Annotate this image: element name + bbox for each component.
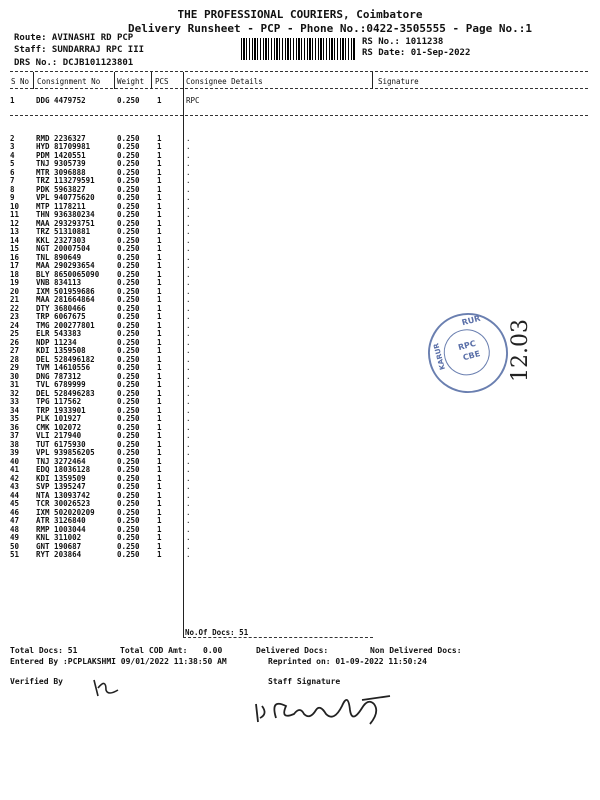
row-weight: 0.250 xyxy=(117,397,140,406)
col-divider xyxy=(372,72,373,89)
total-docs: Total Docs: 51 xyxy=(10,646,78,655)
row-consignment-no: TNJ 9305739 xyxy=(36,159,86,168)
row-weight: 0.250 xyxy=(117,337,140,347)
col-consignment: Consignment No xyxy=(37,77,101,86)
row-consignee-details: . xyxy=(186,218,191,228)
row-pcs: 1 xyxy=(157,465,162,474)
row-consignee-details: . xyxy=(186,439,191,449)
row-sno: 18 xyxy=(10,269,20,279)
row-consignee-details: . xyxy=(186,278,191,287)
row-consignment-no: NGT 20007504 xyxy=(36,244,91,253)
row-consignee-details: . xyxy=(186,133,191,143)
row-sno: 15 xyxy=(10,244,20,253)
row-weight: 0.250 xyxy=(117,541,140,551)
row-consignee-details: . xyxy=(186,516,191,525)
row-weight: 0.250 xyxy=(117,414,140,423)
row-separator xyxy=(10,115,588,116)
col-details: Consignee Details xyxy=(186,77,263,86)
row-sno: 41 xyxy=(10,465,20,474)
row-consignment-no: RYT 203864 xyxy=(36,550,82,559)
row-weight: 0.250 xyxy=(117,439,140,449)
row-consignee-details: . xyxy=(186,354,191,364)
row-pcs: 1 xyxy=(157,516,162,525)
stamp-side-text: KARUR xyxy=(432,342,447,371)
row-weight: 0.250 xyxy=(117,550,140,559)
row-consignment-no: TVM 14610556 xyxy=(36,363,91,372)
row-pcs: 1 xyxy=(157,371,162,381)
row-weight: 0.250 xyxy=(117,159,140,168)
total-cod-label: Total COD Amt: xyxy=(120,646,188,655)
row-consignee-details: . xyxy=(186,159,191,168)
row-sno: 2 xyxy=(10,133,15,143)
row-consignment-no: DEL 528496283 xyxy=(36,388,95,398)
route-label: Route: AVINASHI RD PCP xyxy=(14,33,134,43)
row-sno: 27 xyxy=(10,346,20,355)
row-weight: 0.250 xyxy=(117,295,140,304)
row-sno: 10 xyxy=(10,201,20,211)
row-sno: 22 xyxy=(10,303,20,313)
company-title: THE PROFESSIONAL COURIERS, Coimbatore xyxy=(177,8,423,21)
entered-by: Entered By :PCPLAKSHMI 09/01/2022 11:38:50 AM xyxy=(10,657,227,666)
row-sno: 20 xyxy=(10,286,20,296)
row-weight: 0.250 xyxy=(117,201,140,211)
row-sno: 37 xyxy=(10,431,20,440)
row-pcs: 1 xyxy=(157,380,162,389)
row-pcs: 1 xyxy=(157,524,162,534)
row-weight: 0.250 xyxy=(117,278,140,287)
row-sno: 26 xyxy=(10,337,20,347)
row-sno: 11 xyxy=(10,210,20,219)
row-consignee-details: . xyxy=(186,184,191,194)
row-pcs: 1 xyxy=(157,96,162,105)
row-consignment-no: MAA 290293654 xyxy=(36,261,95,270)
row-pcs: 1 xyxy=(157,244,162,253)
row-sno: 1 xyxy=(10,96,15,105)
row-consignment-no: CMK 102072 xyxy=(36,422,82,432)
row-sno: 47 xyxy=(10,516,20,525)
row-weight: 0.250 xyxy=(117,329,140,338)
row-pcs: 1 xyxy=(157,150,162,160)
row-weight: 0.250 xyxy=(117,235,140,245)
handwritten-date: 12.03 xyxy=(508,319,533,382)
row-pcs: 1 xyxy=(157,337,162,347)
row-sno: 5 xyxy=(10,159,15,168)
row-consignee-details: . xyxy=(186,329,191,338)
row-consignment-no: IXM 501959686 xyxy=(36,286,95,296)
row-consignment-no: NTA 13093742 xyxy=(36,490,91,500)
delivered-docs: Delivered Docs: xyxy=(256,646,329,655)
row-pcs: 1 xyxy=(157,473,162,483)
row-consignee-details: . xyxy=(186,431,191,440)
row-weight: 0.250 xyxy=(117,184,140,194)
row-consignee-details: . xyxy=(186,150,191,160)
row-pcs: 1 xyxy=(157,227,162,236)
row-sno: 24 xyxy=(10,320,20,330)
row-consignee-details: RPC xyxy=(186,96,200,105)
row-consignee-details: . xyxy=(186,490,191,500)
row-weight: 0.250 xyxy=(117,133,140,143)
row-consignee-details: . xyxy=(186,269,191,279)
row-consignment-no: PDK 5963827 xyxy=(36,184,86,194)
row-weight: 0.250 xyxy=(117,533,140,542)
row-sno: 32 xyxy=(10,388,20,398)
row-sno: 6 xyxy=(10,167,15,177)
row-pcs: 1 xyxy=(157,414,162,423)
row-pcs: 1 xyxy=(157,133,162,143)
row-consignee-details: . xyxy=(186,524,191,534)
row-weight: 0.250 xyxy=(117,142,140,151)
col-divider xyxy=(183,72,184,637)
row-sno: 44 xyxy=(10,490,20,500)
row-weight: 0.250 xyxy=(117,363,140,372)
row-consignee-details: . xyxy=(186,397,191,406)
row-consignment-no: RMP 1003044 xyxy=(36,524,86,534)
col-divider xyxy=(151,72,152,89)
row-weight: 0.250 xyxy=(117,431,140,440)
row-consignee-details: . xyxy=(186,227,191,236)
row-weight: 0.250 xyxy=(117,312,140,321)
row-sno: 29 xyxy=(10,363,20,372)
row-sno: 14 xyxy=(10,235,20,245)
row-sno: 48 xyxy=(10,524,20,534)
row-weight: 0.250 xyxy=(117,244,140,253)
row-consignee-details: . xyxy=(186,499,191,508)
row-sno: 49 xyxy=(10,533,20,542)
row-consignment-no: GNT 190687 xyxy=(36,541,82,551)
row-pcs: 1 xyxy=(157,439,162,449)
row-pcs: 1 xyxy=(157,388,162,398)
row-consignment-no: IXM 502020209 xyxy=(36,507,95,517)
row-pcs: 1 xyxy=(157,142,162,151)
row-consignee-details: . xyxy=(186,422,191,432)
col-divider xyxy=(114,72,115,89)
row-consignment-no: THN 936380234 xyxy=(36,210,95,219)
row-pcs: 1 xyxy=(157,184,162,194)
row-consignee-details: . xyxy=(186,456,191,466)
row-sno: 9 xyxy=(10,193,15,202)
row-sno: 23 xyxy=(10,312,20,321)
row-consignment-no: VPL 939856205 xyxy=(36,448,95,457)
row-consignee-details: . xyxy=(186,414,191,423)
row-consignee-details: . xyxy=(186,363,191,372)
row-weight: 0.250 xyxy=(117,456,140,466)
verified-initial-signature xyxy=(88,676,124,700)
row-weight: 0.250 xyxy=(117,490,140,500)
row-consignee-details: . xyxy=(186,346,191,355)
stamp-middle-text: RPC xyxy=(457,338,477,353)
row-pcs: 1 xyxy=(157,167,162,177)
row-weight: 0.250 xyxy=(117,227,140,236)
row-pcs: 1 xyxy=(157,541,162,551)
col-weight: Weight xyxy=(117,77,145,86)
row-pcs: 1 xyxy=(157,533,162,542)
row-weight: 0.250 xyxy=(117,507,140,517)
row-consignment-no: MAA 281664864 xyxy=(36,295,95,304)
stamp-top-text: RUR xyxy=(460,313,482,328)
col-sno: S No xyxy=(11,77,30,86)
row-weight: 0.250 xyxy=(117,320,140,330)
row-consignee-details: . xyxy=(186,142,191,151)
row-consignee-details: . xyxy=(186,405,191,415)
row-weight: 0.250 xyxy=(117,218,140,228)
row-pcs: 1 xyxy=(157,303,162,313)
row-pcs: 1 xyxy=(157,286,162,296)
row-consignment-no: NDP 11234 xyxy=(36,337,77,347)
row-pcs: 1 xyxy=(157,329,162,338)
row-consignee-details: . xyxy=(186,533,191,542)
row-weight: 0.250 xyxy=(117,96,140,105)
row-pcs: 1 xyxy=(157,397,162,406)
row-weight: 0.250 xyxy=(117,167,140,177)
row-sno: 50 xyxy=(10,541,20,551)
row-weight: 0.250 xyxy=(117,473,140,483)
row-consignment-no: ATR 3126840 xyxy=(36,516,86,525)
row-sno: 21 xyxy=(10,295,20,304)
row-consignment-no: EDQ 18036128 xyxy=(36,465,91,474)
row-weight: 0.250 xyxy=(117,354,140,364)
row-consignee-details: . xyxy=(186,244,191,253)
row-consignment-no: DTY 3680466 xyxy=(36,303,86,313)
row-consignee-details: . xyxy=(186,235,191,245)
row-consignee-details: . xyxy=(186,550,191,559)
row-pcs: 1 xyxy=(157,252,162,262)
row-consignment-no: PDM 1420551 xyxy=(36,150,86,160)
row-weight: 0.250 xyxy=(117,422,140,432)
row-weight: 0.250 xyxy=(117,371,140,381)
staff-signature-label: Staff Signature xyxy=(268,677,341,686)
row-sno: 7 xyxy=(10,176,15,185)
row-sno: 30 xyxy=(10,371,20,381)
row-pcs: 1 xyxy=(157,235,162,245)
docs-rule xyxy=(183,637,373,638)
row-consignee-details: . xyxy=(186,465,191,474)
row-pcs: 1 xyxy=(157,354,162,364)
barcode xyxy=(241,38,355,60)
staff-signature xyxy=(250,684,400,732)
row-sno: 31 xyxy=(10,380,20,389)
row-consignee-details: . xyxy=(186,295,191,304)
row-pcs: 1 xyxy=(157,482,162,491)
rs-date: RS Date: 01-Sep-2022 xyxy=(362,48,471,58)
row-consignee-details: . xyxy=(186,261,191,270)
row-pcs: 1 xyxy=(157,193,162,202)
row-consignee-details: . xyxy=(186,303,191,313)
row-consignment-no: MTR 3096888 xyxy=(36,167,86,177)
row-weight: 0.250 xyxy=(117,405,140,415)
row-sno: 43 xyxy=(10,482,20,491)
row-consignment-no: HYD 81709981 xyxy=(36,142,91,151)
row-weight: 0.250 xyxy=(117,482,140,491)
row-consignment-no: TVL 6789999 xyxy=(36,380,86,389)
row-pcs: 1 xyxy=(157,269,162,279)
row-consignee-details: . xyxy=(186,176,191,185)
row-consignment-no: KNL 311002 xyxy=(36,533,82,542)
row-sno: 39 xyxy=(10,448,20,457)
row-consignee-details: . xyxy=(186,252,191,262)
row-pcs: 1 xyxy=(157,159,162,168)
row-pcs: 1 xyxy=(157,507,162,517)
row-weight: 0.250 xyxy=(117,465,140,474)
row-consignee-details: . xyxy=(186,210,191,219)
row-sno: 12 xyxy=(10,218,20,228)
row-pcs: 1 xyxy=(157,218,162,228)
drs-number: DRS No.: DCJB101123801 xyxy=(14,58,134,68)
row-consignment-no: KKL 2327303 xyxy=(36,235,86,245)
row-weight: 0.250 xyxy=(117,193,140,202)
row-consignment-no: TRZ 113279591 xyxy=(36,176,95,185)
row-consignment-no: TRP 6067675 xyxy=(36,312,86,321)
row-consignment-no: MTP 1178211 xyxy=(36,201,86,211)
row-consignee-details: . xyxy=(186,286,191,296)
row-weight: 0.250 xyxy=(117,346,140,355)
row-sno: 8 xyxy=(10,184,15,194)
row-consignee-details: . xyxy=(186,507,191,517)
row-consignment-no: DDG 4479752 xyxy=(36,96,86,105)
row-consignee-details: . xyxy=(186,388,191,398)
row-sno: 17 xyxy=(10,261,20,270)
verified-by-label: Verified By xyxy=(10,677,63,686)
row-sno: 51 xyxy=(10,550,20,559)
row-consignment-no: PLK 101927 xyxy=(36,414,82,423)
row-weight: 0.250 xyxy=(117,150,140,160)
col-pcs: PCS xyxy=(155,77,169,86)
row-pcs: 1 xyxy=(157,295,162,304)
office-stamp xyxy=(419,304,517,402)
row-pcs: 1 xyxy=(157,176,162,185)
row-sno: 42 xyxy=(10,473,20,483)
row-consignment-no: SVP 1395247 xyxy=(36,482,86,491)
row-consignment-no: DNG 787312 xyxy=(36,371,82,381)
row-sno: 38 xyxy=(10,439,20,449)
row-consignee-details: . xyxy=(186,193,191,202)
row-consignment-no: TNJ 3272464 xyxy=(36,456,86,466)
row-pcs: 1 xyxy=(157,320,162,330)
row-consignee-details: . xyxy=(186,371,191,381)
row-sno: 35 xyxy=(10,414,20,423)
row-weight: 0.250 xyxy=(117,286,140,296)
row-pcs: 1 xyxy=(157,422,162,432)
reprinted-on: Reprinted on: 01-09-2022 11:50:24 xyxy=(268,657,427,666)
row-sno: 19 xyxy=(10,278,20,287)
row-consignment-no: TCR 30026523 xyxy=(36,499,91,508)
row-sno: 4 xyxy=(10,150,15,160)
row-consignment-no: BLY 8650065090 xyxy=(36,269,100,279)
row-consignee-details: . xyxy=(186,380,191,389)
row-weight: 0.250 xyxy=(117,303,140,313)
row-weight: 0.250 xyxy=(117,252,140,262)
col-signature: Signature xyxy=(378,77,419,86)
non-delivered-docs: Non Delivered Docs: xyxy=(370,646,462,655)
row-consignment-no: DEL 528496182 xyxy=(36,354,95,364)
row-pcs: 1 xyxy=(157,448,162,457)
row-pcs: 1 xyxy=(157,312,162,321)
row-consignment-no: ELR 543383 xyxy=(36,329,82,338)
row-pcs: 1 xyxy=(157,499,162,508)
row-pcs: 1 xyxy=(157,346,162,355)
stamp-bottom-text: CBE xyxy=(461,349,482,363)
row-weight: 0.250 xyxy=(117,210,140,219)
row-pcs: 1 xyxy=(157,201,162,211)
row-consignee-details: . xyxy=(186,473,191,483)
row-pcs: 1 xyxy=(157,456,162,466)
row-consignment-no: KDI 1359509 xyxy=(36,473,86,483)
row-consignee-details: . xyxy=(186,337,191,347)
row-consignee-details: . xyxy=(186,448,191,457)
row-pcs: 1 xyxy=(157,550,162,559)
no-of-docs: No.Of Docs: 51 xyxy=(185,628,249,637)
row-consignment-no: MAA 293293751 xyxy=(36,218,95,228)
row-sno: 40 xyxy=(10,456,20,466)
row-weight: 0.250 xyxy=(117,269,140,279)
row-consignment-no: TRZ 51310881 xyxy=(36,227,91,236)
rs-number: RS No.: 1011238 xyxy=(362,37,444,47)
row-weight: 0.250 xyxy=(117,499,140,508)
row-sno: 3 xyxy=(10,142,15,151)
row-consignee-details: . xyxy=(186,201,191,211)
row-sno: 34 xyxy=(10,405,20,415)
row-consignee-details: . xyxy=(186,541,191,551)
row-weight: 0.250 xyxy=(117,524,140,534)
row-weight: 0.250 xyxy=(117,448,140,457)
staff-label: Staff: SUNDARRAJ RPC III xyxy=(14,45,145,55)
row-pcs: 1 xyxy=(157,261,162,270)
row-pcs: 1 xyxy=(157,405,162,415)
row-sno: 46 xyxy=(10,507,20,517)
header-rule-top xyxy=(10,71,588,72)
row-sno: 25 xyxy=(10,329,20,338)
header-rule-bottom xyxy=(10,88,588,89)
row-weight: 0.250 xyxy=(117,261,140,270)
row-consignment-no: TUT 6175930 xyxy=(36,439,86,449)
row-sno: 13 xyxy=(10,227,20,236)
row-weight: 0.250 xyxy=(117,176,140,185)
runsheet-title: Delivery Runsheet - PCP - Phone No.:0422-3505555 - Page No.:1 xyxy=(128,22,532,35)
row-consignment-no: VLI 217940 xyxy=(36,431,82,440)
row-sno: 16 xyxy=(10,252,20,262)
row-consignee-details: . xyxy=(186,312,191,321)
row-consignee-details: . xyxy=(186,482,191,491)
row-consignment-no: RMD 2236327 xyxy=(36,133,86,143)
row-consignment-no: TNL 890649 xyxy=(36,252,82,262)
row-sno: 28 xyxy=(10,354,20,364)
row-weight: 0.250 xyxy=(117,388,140,398)
row-consignment-no: TRP 1933901 xyxy=(36,405,86,415)
row-sno: 36 xyxy=(10,422,20,432)
row-consignee-details: . xyxy=(186,320,191,330)
col-divider xyxy=(33,72,34,89)
total-cod-value: 0.00 xyxy=(203,646,223,655)
row-consignment-no: VNB 834113 xyxy=(36,278,82,287)
row-consignment-no: TMG 200277801 xyxy=(36,320,95,330)
row-pcs: 1 xyxy=(157,363,162,372)
row-weight: 0.250 xyxy=(117,516,140,525)
row-pcs: 1 xyxy=(157,490,162,500)
row-consignment-no: TPG 117562 xyxy=(36,397,82,406)
row-consignee-details: . xyxy=(186,167,191,177)
row-consignment-no: VPL 940775620 xyxy=(36,193,95,202)
row-pcs: 1 xyxy=(157,431,162,440)
row-weight: 0.250 xyxy=(117,380,140,389)
row-pcs: 1 xyxy=(157,278,162,287)
row-pcs: 1 xyxy=(157,210,162,219)
row-sno: 45 xyxy=(10,499,20,508)
row-consignment-no: KDI 1359508 xyxy=(36,346,86,355)
row-sno: 33 xyxy=(10,397,20,406)
